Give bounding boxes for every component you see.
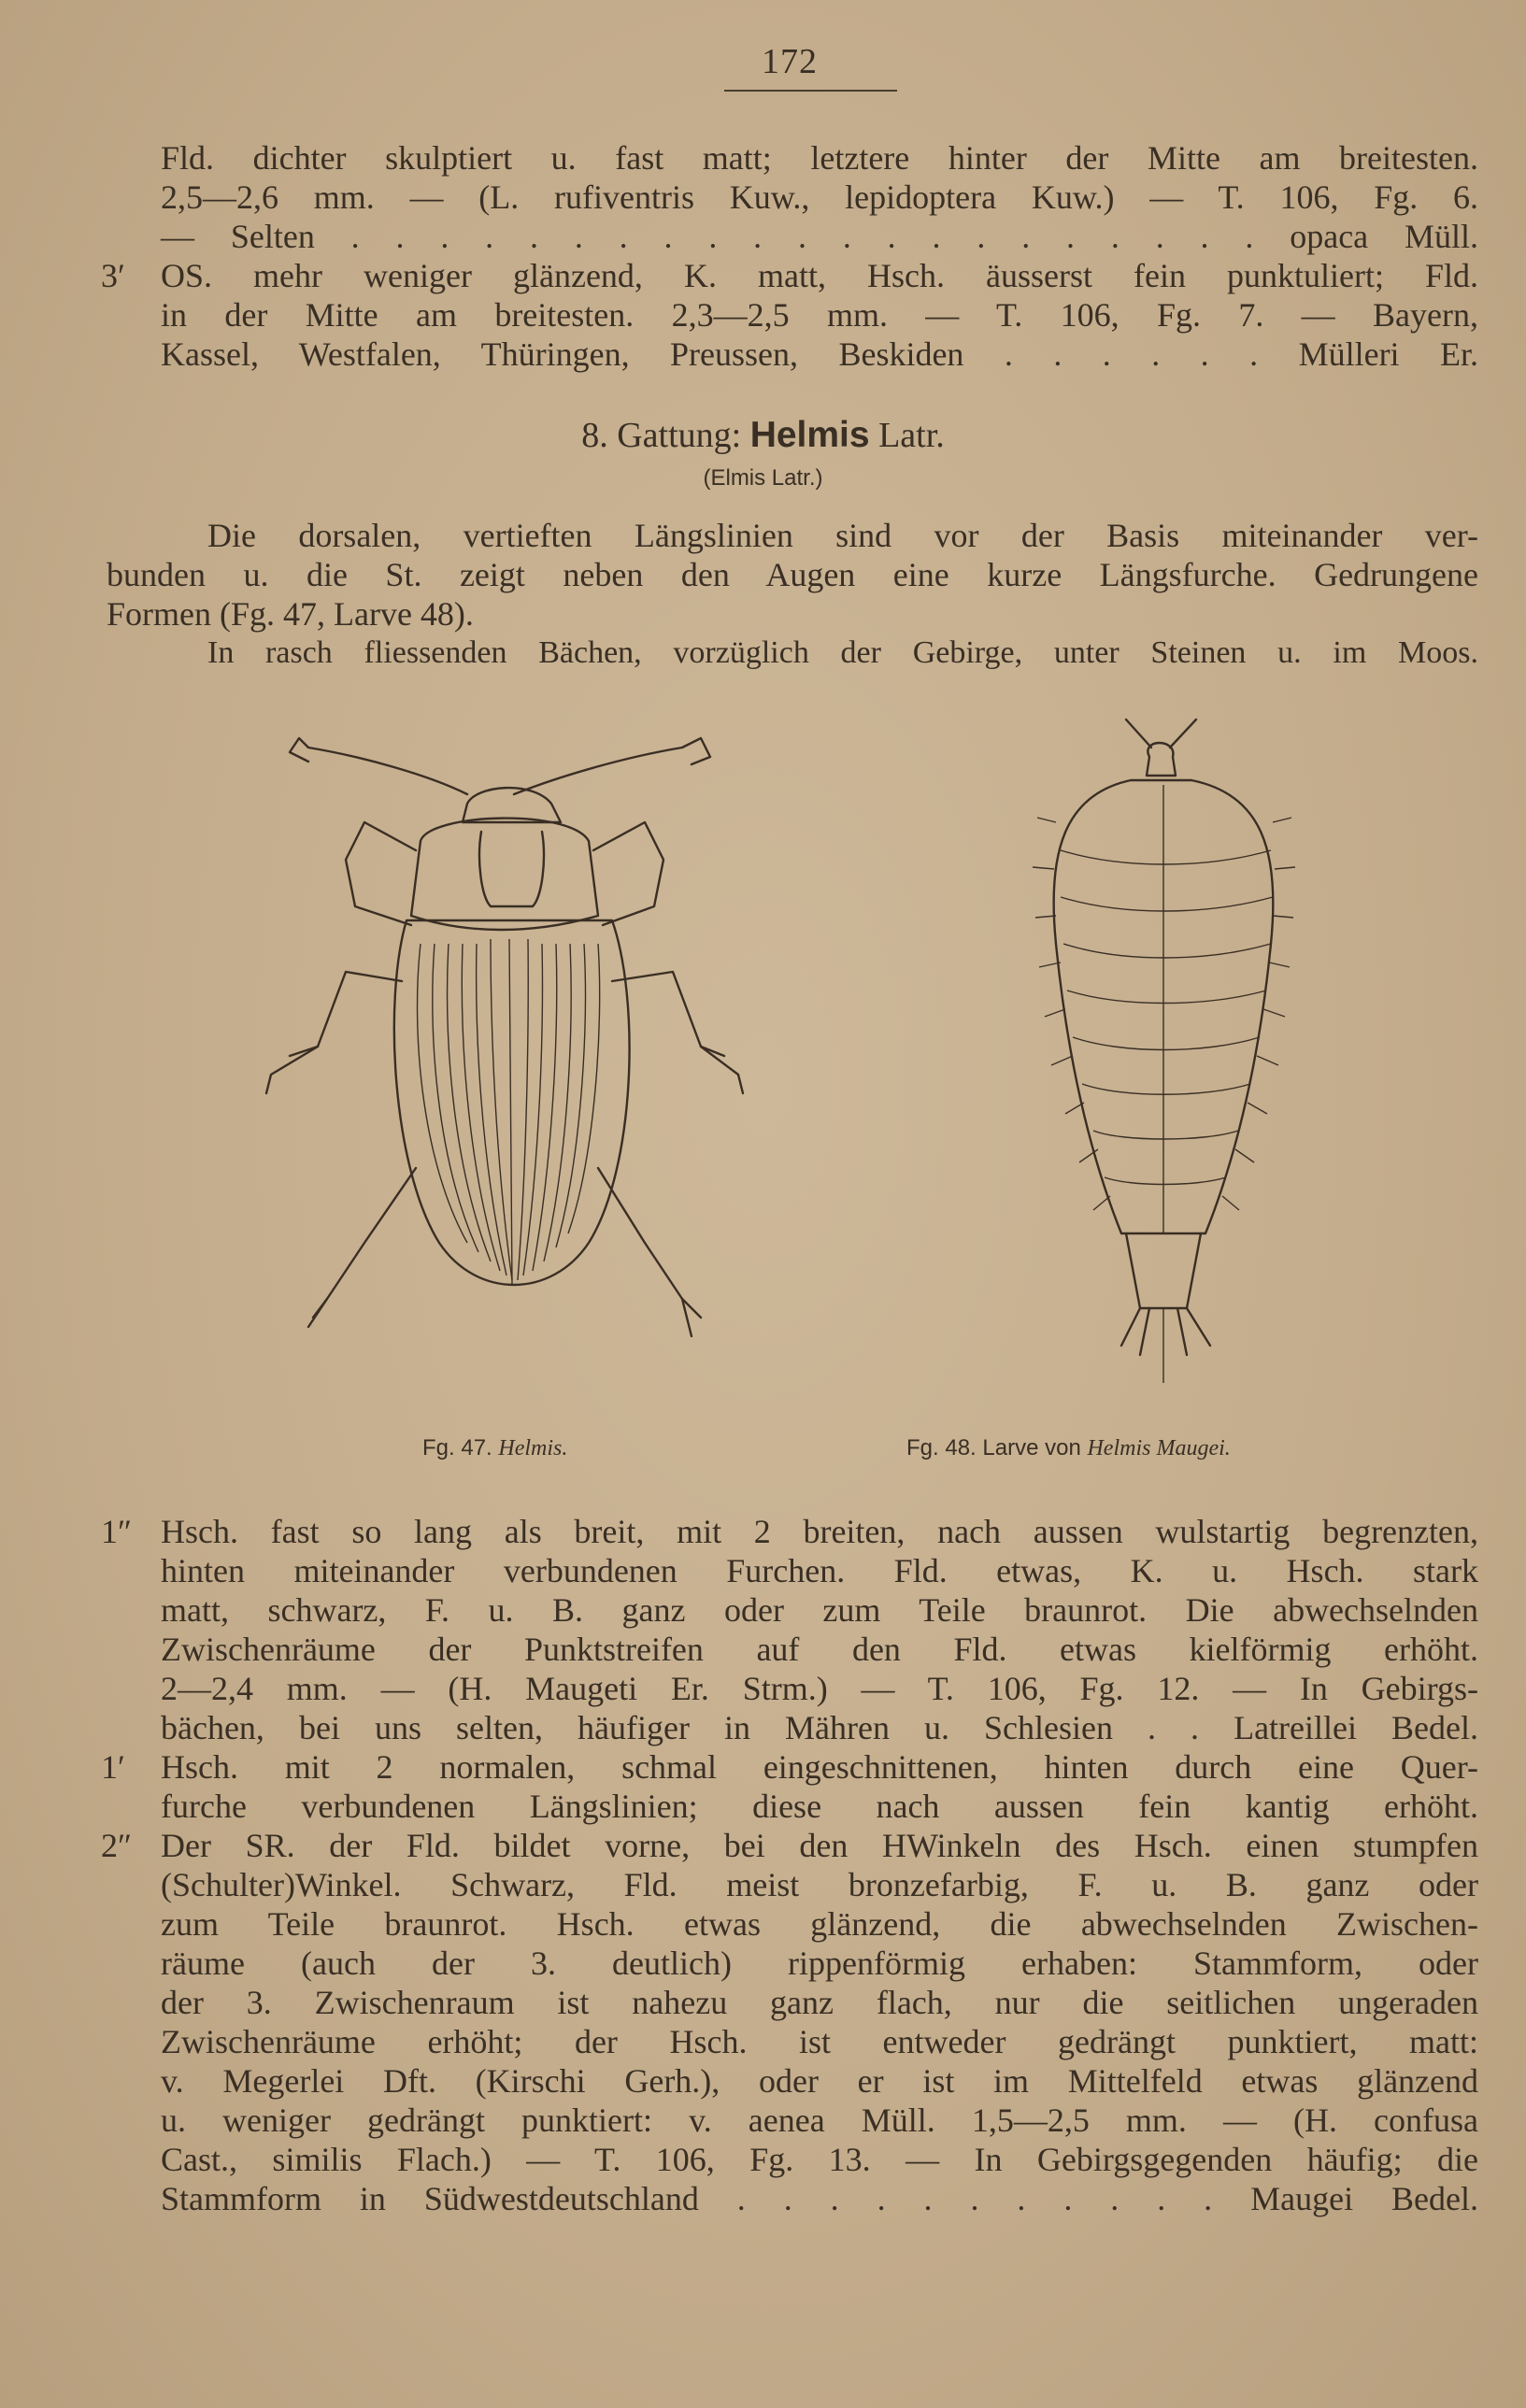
- text-line: in der Mitte am breitesten. 2,3—2,5 mm. — T. 106, Fg. 7. — Bayern,: [161, 296, 1478, 334]
- text-line: Zwischenräume erhöht; der Hsch. ist entweder gedrängt punktiert, matt:: [161, 2023, 1478, 2060]
- text-line: Hsch. fast so lang als breit, mit 2 breiten, nach aussen wulstartig begrenzten,: [161, 1513, 1478, 1550]
- caption-name: Helmis.: [498, 1436, 568, 1460]
- text-line: v. Megerlei Dft. (Kirschi Gerh.), oder er ist im Mittelfeld etwas glänzend: [161, 2062, 1478, 2100]
- key-marker: 2″: [101, 1827, 132, 1864]
- text-line: Kassel, Westfalen, Thüringen, Preussen, Beskiden . . . . . . Mülleri Er.: [161, 335, 1478, 373]
- genus-synonym: (Elmis Latr.): [703, 465, 823, 491]
- text-line: Hsch. mit 2 normalen, schmal eingeschnittenen, hinten durch eine Quer-: [161, 1748, 1478, 1786]
- text-line: Zwischenräume der Punktstreifen auf den Fld. etwas kielförmig erhöht.: [161, 1631, 1478, 1668]
- text-line: hinten miteinander verbundenen Furchen. Fld. etwas, K. u. Hsch. stark: [161, 1552, 1478, 1589]
- text-line: In rasch fliessenden Bächen, vorzüglich der Gebirge, unter Steinen u. im Moos.: [207, 635, 1478, 670]
- genus-heading: [0, 415, 1526, 456]
- text-line: räume (auch der 3. deutlich) rippenförmig erhaben: Stammform, oder: [161, 1945, 1478, 1982]
- text-line: Der SR. der Fld. bildet vorne, bei den HWinkeln des Hsch. einen stumpfen: [161, 1827, 1478, 1864]
- key-marker: 3′: [101, 257, 125, 294]
- key-marker: 1′: [101, 1748, 125, 1786]
- caption-prefix: Fg. 48.: [906, 1435, 977, 1460]
- text-line: bunden u. die St. zeigt neben den Augen eine kurze Längsfurche. Gedrungene: [107, 556, 1478, 593]
- key-marker: 1″: [101, 1513, 132, 1550]
- beetle-illustration: [252, 720, 794, 1411]
- text-line: Stammform in Südwestdeutschland . . . . . . . . . . . Maugei Bedel.: [161, 2180, 1478, 2217]
- text-line: 2,5—2,6 mm. — (L. rufiventris Kuw., lepidoptera Kuw.) — T. 106, Fg. 6.: [161, 178, 1478, 216]
- figure-caption: [906, 1435, 1231, 1461]
- larva-illustration: [1009, 710, 1318, 1402]
- caption-prefix: Fg. 47.: [422, 1435, 492, 1460]
- text-line: u. weniger gedrängt punktiert: v. aenea Müll. 1,5—2,5 mm. — (H. confusa: [161, 2102, 1478, 2139]
- figure-caption: [422, 1435, 567, 1461]
- text-line: Die dorsalen, vertieften Längslinien sind vor der Basis miteinander ver-: [207, 517, 1478, 554]
- page-number: 172: [762, 42, 818, 81]
- text-line: matt, schwarz, F. u. B. ganz oder zum Teile braunrot. Die abwechselnden: [161, 1591, 1478, 1629]
- text-line: Fld. dichter skulptiert u. fast matt; letztere hinter der Mitte am breitesten.: [161, 139, 1478, 177]
- caption-mid: Larve von: [982, 1435, 1081, 1460]
- genus-name: Helmis: [749, 415, 870, 455]
- text-line: furche verbundenen Längslinien; diese nach aussen fein kantig erhöht.: [161, 1788, 1478, 1825]
- text-line: (Schulter)Winkel. Schwarz, Fld. meist bronzefarbig, F. u. B. ganz oder: [161, 1866, 1478, 1903]
- genus-prefix: 8. Gattung:: [581, 416, 742, 455]
- text-line: bächen, bei uns selten, häufiger in Mähren u. Schlesien . . Latreillei Bedel.: [161, 1709, 1478, 1746]
- text-line: — Selten . . . . . . . . . . . . . . . . . . . . . opaca Müll.: [161, 218, 1478, 255]
- text-line: Cast., similis Flach.) — T. 106, Fg. 13. — In Gebirgsgegenden häufig; die: [161, 2141, 1478, 2178]
- text-line: der 3. Zwischenraum ist nahezu ganz flach, nur die seitlichen ungeraden: [161, 1984, 1478, 2021]
- page-number-rule: [724, 90, 897, 92]
- text-line: 2—2,4 mm. — (H. Maugeti Er. Strm.) — T. 106, Fg. 12. — In Gebirgs-: [161, 1670, 1478, 1707]
- genus-author: Latr.: [878, 416, 945, 455]
- caption-name: Helmis Maugei.: [1087, 1436, 1231, 1460]
- text-line: zum Teile braunrot. Hsch. etwas glänzend, die abwechselnden Zwischen-: [161, 1905, 1478, 1943]
- text-line: Formen (Fg. 47, Larve 48).: [107, 595, 474, 633]
- text-line: OS. mehr weniger glänzend, K. matt, Hsch. äusserst fein punktuliert; Fld.: [161, 257, 1478, 294]
